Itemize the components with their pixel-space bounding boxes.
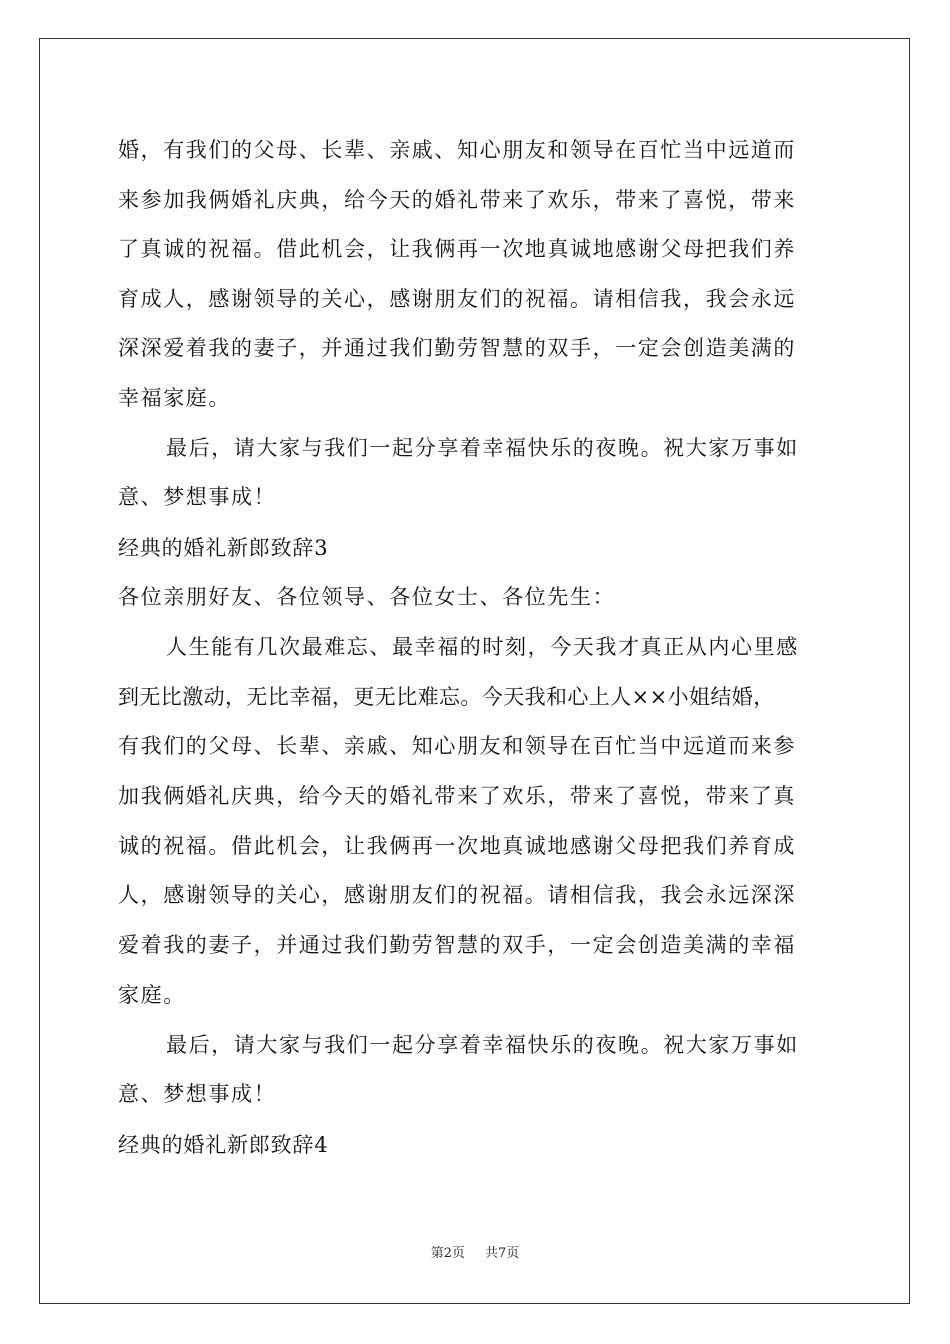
paragraph-line: 来参加我俩婚礼庆典，给今天的婚礼带来了欢乐，带来了喜悦，带来	[118, 188, 796, 212]
paragraph-line: 深深爱着我的妻子，并通过我们勤劳智慧的双手，一定会创造美满的	[118, 336, 796, 360]
section-heading: 经典的婚礼新郎致辞4	[118, 1133, 329, 1157]
paragraph-line: 到无比激动，无比幸福，更无比难忘。今天我和心上人××小姐结婚，	[118, 685, 775, 709]
paragraph-line: 最后，请大家与我们一起分享着幸福快乐的夜晚。祝大家万事如	[166, 1033, 799, 1057]
paragraph-line: 了真诚的祝福。借此机会，让我俩再一次地真诚地感谢父母把我们养	[118, 237, 796, 261]
section-heading: 经典的婚礼新郎致辞3	[118, 536, 329, 560]
paragraph-line: 有我们的父母、长辈、亲戚、知心朋友和领导在百忙当中远道而来参	[118, 734, 796, 758]
paragraph-line: 家庭。	[118, 983, 186, 1007]
page-border	[39, 38, 910, 1304]
paragraph-line: 意、梦想事成！	[118, 485, 277, 509]
paragraph-line: 意、梦想事成！	[118, 1082, 277, 1106]
paragraph-line: 人生能有几次最难忘、最幸福的时刻，今天我才真正从内心里感	[166, 635, 799, 659]
salutation-line: 各位亲朋好友、各位领导、各位女士、各位先生：	[118, 585, 616, 609]
paragraph-line: 最后，请大家与我们一起分享着幸福快乐的夜晚。祝大家万事如	[166, 436, 799, 460]
page-footer	[0, 1245, 950, 1263]
page-number: 第2页	[430, 1246, 465, 1261]
paragraph-line: 爱着我的妻子，并通过我们勤劳智慧的双手，一定会创造美满的幸福	[118, 933, 796, 957]
paragraph-line: 加我俩婚礼庆典，给今天的婚礼带来了欢乐，带来了喜悦，带来了真	[118, 784, 796, 808]
paragraph-line: 育成人，感谢领导的关心，感谢朋友们的祝福。请相信我，我会永远	[118, 287, 796, 311]
paragraph-line: 人，感谢领导的关心，感谢朋友们的祝福。请相信我，我会永远深深	[118, 883, 796, 907]
paragraph-line: 婚，有我们的父母、长辈、亲戚、知心朋友和领导在百忙当中远道而	[118, 138, 796, 162]
paragraph-line: 诚的祝福。借此机会，让我俩再一次地真诚地感谢父母把我们养育成	[118, 834, 796, 858]
paragraph-line: 幸福家庭。	[118, 386, 231, 410]
page-total: 共7页	[485, 1246, 520, 1261]
